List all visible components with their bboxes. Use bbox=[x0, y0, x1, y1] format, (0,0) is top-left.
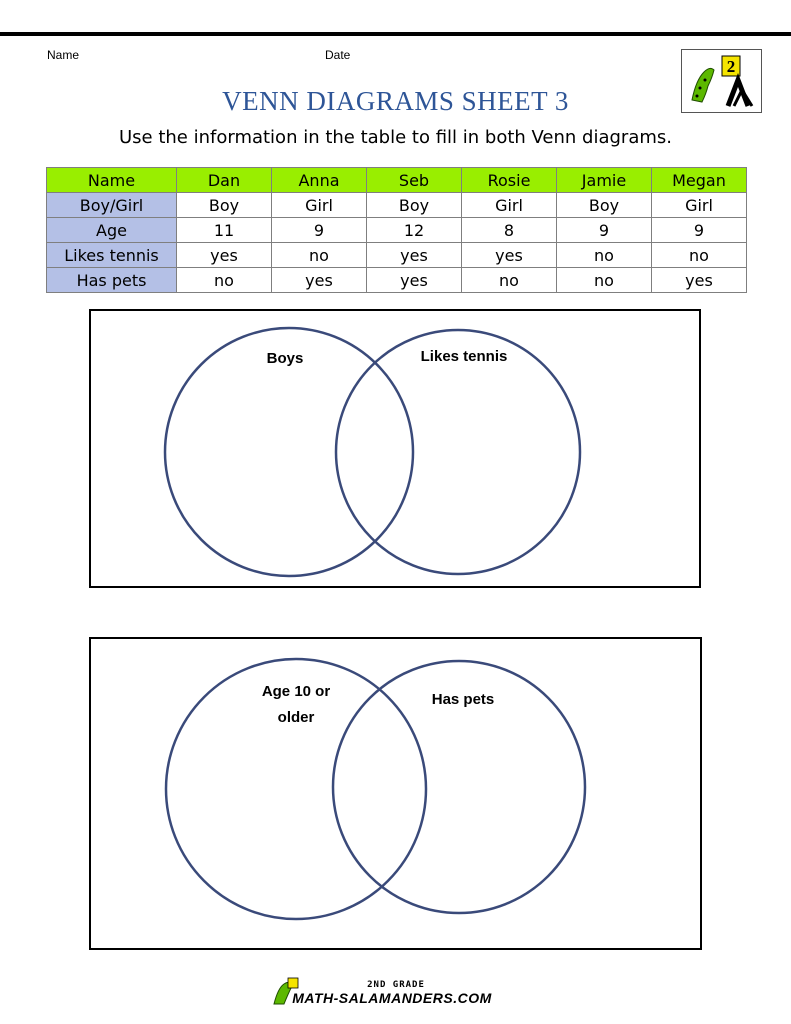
table-cell: no bbox=[652, 243, 747, 268]
table-cell: Girl bbox=[652, 193, 747, 218]
venn1-right-circle bbox=[336, 330, 580, 574]
table-row bbox=[47, 243, 747, 268]
row-label: Boy/Girl bbox=[47, 193, 177, 218]
table-cell: Girl bbox=[272, 193, 367, 218]
table-cell: Boy bbox=[177, 193, 272, 218]
table-header-cell: Dan bbox=[177, 168, 272, 193]
table-header-cell: Jamie bbox=[557, 168, 652, 193]
table-header-cell: Name bbox=[47, 168, 177, 193]
table-row bbox=[47, 193, 747, 218]
table-cell: yes bbox=[177, 243, 272, 268]
table-cell: 8 bbox=[462, 218, 557, 243]
table-cell: 11 bbox=[177, 218, 272, 243]
venn-diagram-2 bbox=[91, 639, 700, 948]
top-rule bbox=[0, 32, 791, 36]
table-row bbox=[47, 268, 747, 293]
venn1-right-label: Likes tennis bbox=[420, 348, 508, 365]
info-table bbox=[46, 167, 747, 293]
table-cell: no bbox=[177, 268, 272, 293]
row-label: Has pets bbox=[47, 268, 177, 293]
page-title: VENN DIAGRAMS SHEET 3 bbox=[222, 86, 569, 116]
venn-box-2 bbox=[89, 637, 702, 950]
table-header-cell: Rosie bbox=[462, 168, 557, 193]
table-cell: 9 bbox=[652, 218, 747, 243]
svg-text:2: 2 bbox=[726, 57, 736, 76]
table-cell: no bbox=[557, 268, 652, 293]
table-cell: Boy bbox=[557, 193, 652, 218]
salamander-footer-icon bbox=[270, 976, 500, 1008]
footer-logo bbox=[270, 976, 500, 1008]
footer-site: MATH-SALAMANDERS.COM bbox=[292, 990, 492, 1006]
date-label: Date bbox=[325, 48, 351, 62]
table-row bbox=[47, 218, 747, 243]
venn2-right-label: Has pets bbox=[431, 691, 495, 708]
name-label: Name bbox=[47, 48, 80, 62]
table-cell: yes bbox=[367, 243, 462, 268]
table-cell: no bbox=[557, 243, 652, 268]
table-cell: 12 bbox=[367, 218, 462, 243]
venn-box-1 bbox=[89, 309, 701, 588]
table-cell: Boy bbox=[367, 193, 462, 218]
instructions: Use the information in the table to fill in both Venn diagrams. bbox=[118, 127, 672, 148]
table-cell: 9 bbox=[557, 218, 652, 243]
venn2-left-label-line1: Age 10 or bbox=[261, 683, 331, 700]
row-label: Age bbox=[47, 218, 177, 243]
table-cell: yes bbox=[652, 268, 747, 293]
venn1-left-label: Boys bbox=[266, 350, 304, 367]
table-header-cell: Seb bbox=[367, 168, 462, 193]
footer-grade: 2ND GRADE bbox=[367, 980, 425, 990]
row-label: Likes tennis bbox=[47, 243, 177, 268]
table-header-row bbox=[47, 168, 747, 193]
table-cell: yes bbox=[462, 243, 557, 268]
table-cell: no bbox=[462, 268, 557, 293]
table-cell: Girl bbox=[462, 193, 557, 218]
table-header-cell: Anna bbox=[272, 168, 367, 193]
table-cell: 9 bbox=[272, 218, 367, 243]
table-header-cell: Megan bbox=[652, 168, 747, 193]
table-cell: yes bbox=[272, 268, 367, 293]
table-cell: no bbox=[272, 243, 367, 268]
venn2-left-label-line2: older bbox=[277, 709, 315, 726]
table-cell: yes bbox=[367, 268, 462, 293]
